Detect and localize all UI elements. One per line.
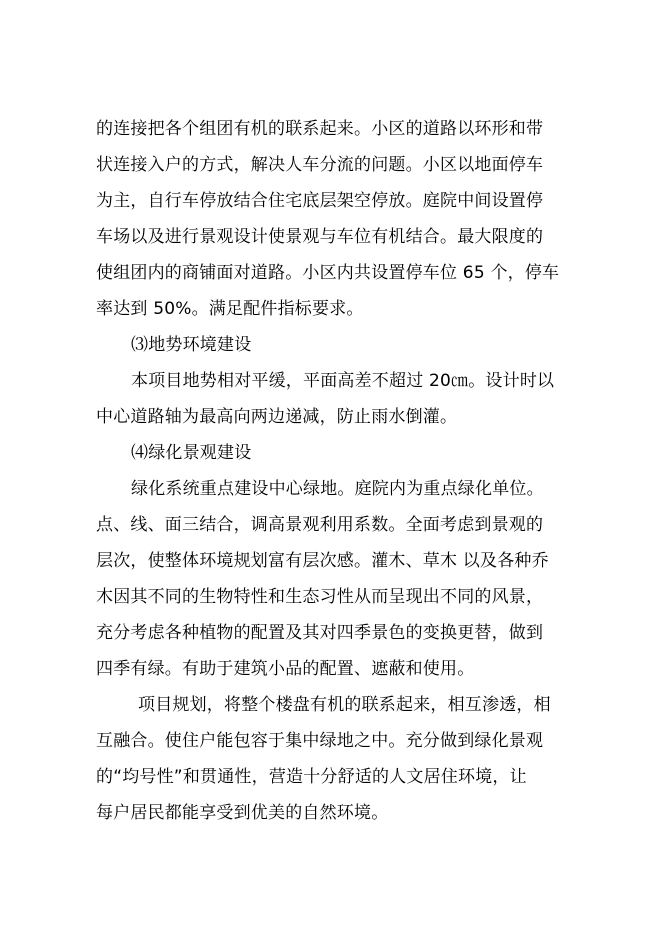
text-line: 本项目地势相对平缓，平面高差不超过 20㎝。设计时以 [131,371,555,391]
text-line: 每户居民都能享受到优美的自然环境。 [96,803,389,823]
text-line: 层次，使整体环境规划富有层次感。灌木、草木 以及各种乔 [96,551,549,571]
text-line: 使组团内的商铺面对道路。小区内共设置停车位 65 个，停车 [96,263,560,283]
text-line: 点、线、面三结合，调高景观利用系数。全面考虑到景观的 [96,515,544,535]
text-line: 互融合。使住户能包容于集中绿地之中。充分做到绿化景观 [96,731,544,751]
section-heading: ⑷绿化景观建设 [131,443,252,463]
text-line: 状连接入户的方式，解决人车分流的问题。小区以地面停车 [96,155,544,175]
section-heading: ⑶地势环境建设 [131,335,252,355]
text-line: 的连接把各个组团有机的联系起来。小区的道路以环形和带 [96,119,544,139]
text-line: 充分考虑各种植物的配置及其对四季景色的变换更替，做到 [96,623,544,643]
text-line: 的“均号性”和贯通性，营造十分舒适的人文居住环境，让 [96,767,527,787]
text-line: 四季有绿。有助于建筑小品的配置、遮蔽和使用。 [96,659,475,679]
text-line: 中心道路轴为最高向两边递减，防止雨水倒灌。 [96,407,458,427]
text-line: 绿化系统重点建设中心绿地。庭院内为重点绿化单位。 [131,479,544,499]
text-line: 车场以及进行景观设计使景观与车位有机结合。最大限度的 [96,227,544,247]
text-line: 为主，自行车停放结合住宅底层架空停放。庭院中间设置停 [96,191,544,211]
text-line: 项目规划，将整个楼盘有机的联系起来，相互渗透，相 [138,695,551,715]
text-line: 率达到 50%。满足配件指标要求。 [96,299,364,319]
text-line: 木因其不同的生物特性和生态习性从而呈现出不同的风景， [96,587,544,607]
